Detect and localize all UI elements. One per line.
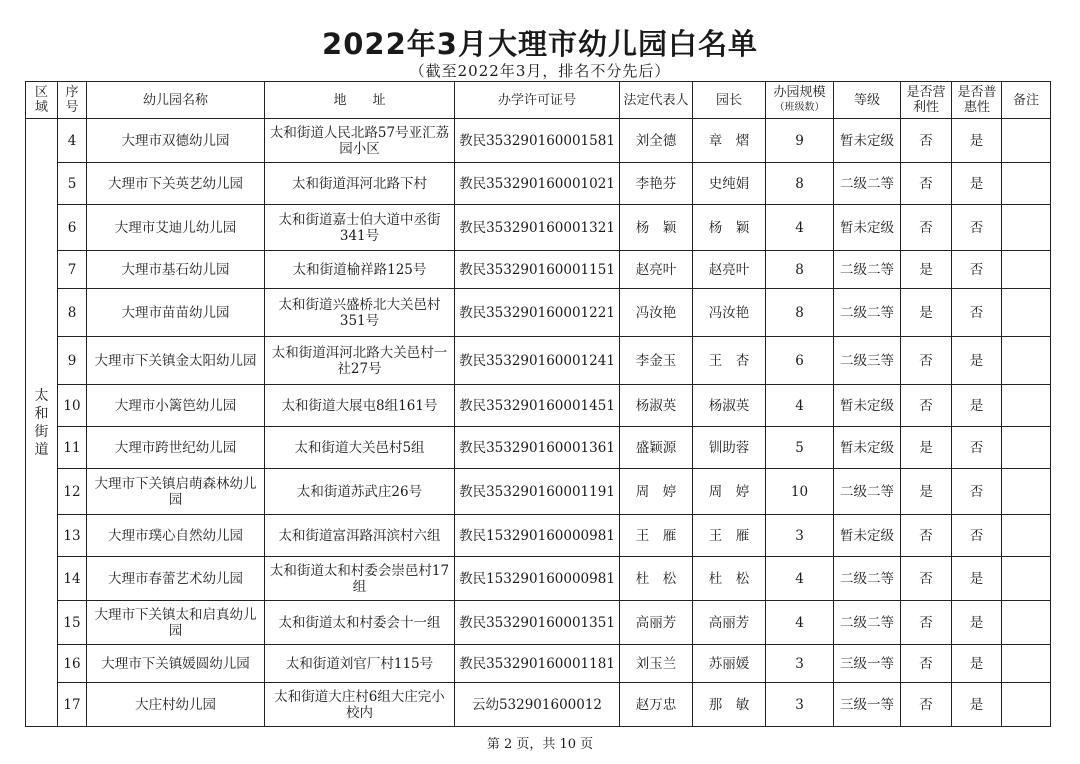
- row-inclusive: 是: [952, 645, 1002, 683]
- header-seq: [58, 82, 87, 119]
- row-name: 大理市艾迪儿幼儿园: [87, 205, 265, 251]
- row-name: 大理市春蕾艺术幼儿园: [87, 557, 265, 601]
- row-grade: 暂未定级: [834, 119, 901, 163]
- header-grade: 等级: [834, 82, 901, 119]
- row-grade: 二级二等: [834, 251, 901, 289]
- row-profit: 是: [901, 289, 952, 337]
- document-subtitle: （截至2022年3月，排名不分先后）: [409, 62, 671, 80]
- row-profit: 否: [901, 645, 952, 683]
- row-principal: 王 杏: [693, 337, 766, 385]
- row-profit: 否: [901, 337, 952, 385]
- row-seq: 8: [58, 289, 87, 337]
- row-profit: 否: [901, 601, 952, 645]
- header-legal-rep: 法定代表人: [620, 82, 693, 119]
- header-inclusive-text: 是否普惠性: [957, 85, 997, 115]
- row-remarks: [1002, 515, 1051, 557]
- row-address: 太和街道嘉士伯大道中丞街341号: [265, 205, 455, 251]
- table-row: [26, 683, 1051, 727]
- row-remarks: [1002, 601, 1051, 645]
- region-cell: [26, 119, 58, 727]
- row-license: 教民153290160000981: [455, 557, 620, 601]
- header-profit-text: 是否营利性: [906, 85, 946, 115]
- row-legal-rep: 周 婷: [620, 469, 693, 515]
- row-legal-rep: 赵万忠: [620, 683, 693, 727]
- row-remarks: [1002, 163, 1051, 205]
- row-grade: 暂未定级: [834, 515, 901, 557]
- row-seq: 7: [58, 251, 87, 289]
- row-address: 太和街道兴盛桥北大关邑村351号: [265, 289, 455, 337]
- row-scale: 6: [766, 337, 834, 385]
- row-inclusive: 是: [952, 683, 1002, 727]
- row-license: 教民353290160001451: [455, 385, 620, 427]
- table-row: [26, 119, 1051, 163]
- row-legal-rep: 冯汝艳: [620, 289, 693, 337]
- row-grade: 暂未定级: [834, 427, 901, 469]
- table-row: [26, 289, 1051, 337]
- document-title: 2022年3月大理市幼儿园白名单: [322, 27, 758, 61]
- row-scale: 3: [766, 515, 834, 557]
- row-principal: 杜 松: [693, 557, 766, 601]
- row-grade: 二级二等: [834, 557, 901, 601]
- row-seq: 6: [58, 205, 87, 251]
- row-address: 太和街道洱河北路大关邑村一社27号: [265, 337, 455, 385]
- row-name: 大理市苗苗幼儿园: [87, 289, 265, 337]
- row-inclusive: 是: [952, 557, 1002, 601]
- table-row: [26, 427, 1051, 469]
- row-license: 教民353290160001151: [455, 251, 620, 289]
- row-scale: 3: [766, 645, 834, 683]
- row-seq: 10: [58, 385, 87, 427]
- row-seq: 11: [58, 427, 87, 469]
- table-row: [26, 251, 1051, 289]
- row-inclusive: 否: [952, 427, 1002, 469]
- header-scale-sub: （班级数）: [774, 102, 825, 113]
- header-seq-text: 序号: [65, 85, 79, 115]
- row-principal: 冯汝艳: [693, 289, 766, 337]
- row-grade: 二级三等: [834, 337, 901, 385]
- row-name: 大理市双德幼儿园: [87, 119, 265, 163]
- row-principal: 那 敏: [693, 683, 766, 727]
- row-profit: 是: [901, 251, 952, 289]
- table-row: [26, 515, 1051, 557]
- row-seq: 15: [58, 601, 87, 645]
- row-license: 教民353290160001321: [455, 205, 620, 251]
- header-principal: 园长: [693, 82, 766, 119]
- row-legal-rep: 杨淑英: [620, 385, 693, 427]
- header-scale-main: 办园规模: [773, 85, 826, 100]
- row-remarks: [1002, 469, 1051, 515]
- row-license: 教民353290160001581: [455, 119, 620, 163]
- row-address: 太和街道大庄村6组大庄完小校内: [265, 683, 455, 727]
- row-grade: 暂未定级: [834, 385, 901, 427]
- header-scale: [766, 82, 834, 119]
- row-name: 大理市基石幼儿园: [87, 251, 265, 289]
- row-grade: 暂未定级: [834, 205, 901, 251]
- row-profit: 否: [901, 557, 952, 601]
- row-inclusive: 否: [952, 515, 1002, 557]
- row-grade: 二级二等: [834, 163, 901, 205]
- region-label: 太和街道: [34, 387, 49, 458]
- row-legal-rep: 李艳芬: [620, 163, 693, 205]
- row-profit: 否: [901, 205, 952, 251]
- row-inclusive: 是: [952, 337, 1002, 385]
- row-principal: 苏丽媛: [693, 645, 766, 683]
- table-row: [26, 645, 1051, 683]
- header-inclusive: [952, 82, 1002, 119]
- row-name: 大理市下关镇金太阳幼儿园: [87, 337, 265, 385]
- header-license: 办学许可证号: [455, 82, 620, 119]
- row-address: 太和街道大关邑村5组: [265, 427, 455, 469]
- row-legal-rep: 高丽芳: [620, 601, 693, 645]
- row-scale: 4: [766, 205, 834, 251]
- table-row: [26, 385, 1051, 427]
- row-remarks: [1002, 645, 1051, 683]
- row-address: 太和街道洱河北路下村: [265, 163, 455, 205]
- row-legal-rep: 杜 松: [620, 557, 693, 601]
- row-remarks: [1002, 683, 1051, 727]
- row-seq: 9: [58, 337, 87, 385]
- row-profit: 否: [901, 119, 952, 163]
- row-address: 太和街道人民北路57号亚汇荔园小区: [265, 119, 455, 163]
- row-license: 教民353290160001181: [455, 645, 620, 683]
- row-address: 太和街道榆祥路125号: [265, 251, 455, 289]
- row-name: 大理市跨世纪幼儿园: [87, 427, 265, 469]
- row-license: 教民353290160001361: [455, 427, 620, 469]
- header-name: 幼儿园名称: [87, 82, 265, 119]
- row-inclusive: 是: [952, 163, 1002, 205]
- page-footer: 第 2 页，共 10 页: [486, 737, 594, 752]
- table-row: [26, 601, 1051, 645]
- header-region: 区域: [26, 82, 58, 119]
- row-seq: 17: [58, 683, 87, 727]
- row-address: 太和街道富洱路洱滨村六组: [265, 515, 455, 557]
- row-name: 大理市下关镇启萌森林幼儿园: [87, 469, 265, 515]
- row-legal-rep: 刘全德: [620, 119, 693, 163]
- row-name: 大理市璞心自然幼儿园: [87, 515, 265, 557]
- row-address: 太和街道苏武庄26号: [265, 469, 455, 515]
- row-grade: 二级二等: [834, 469, 901, 515]
- row-principal: 章 熠: [693, 119, 766, 163]
- table-row: [26, 337, 1051, 385]
- row-license: 教民353290160001221: [455, 289, 620, 337]
- row-address: 太和街道太和村委会崇邑村17组: [265, 557, 455, 601]
- row-grade: 二级二等: [834, 601, 901, 645]
- table-row: [26, 469, 1051, 515]
- row-license: 教民353290160001351: [455, 601, 620, 645]
- row-principal: 杨淑英: [693, 385, 766, 427]
- row-remarks: [1002, 251, 1051, 289]
- row-remarks: [1002, 289, 1051, 337]
- row-principal: 王 雁: [693, 515, 766, 557]
- row-scale: 3: [766, 683, 834, 727]
- row-principal: 高丽芳: [693, 601, 766, 645]
- row-inclusive: 否: [952, 205, 1002, 251]
- row-grade: 三级一等: [834, 683, 901, 727]
- row-inclusive: 是: [952, 601, 1002, 645]
- row-seq: 5: [58, 163, 87, 205]
- row-license: 教民153290160000981: [455, 515, 620, 557]
- row-scale: 8: [766, 289, 834, 337]
- row-inclusive: 是: [952, 385, 1002, 427]
- header-address: 地 址: [265, 82, 455, 119]
- row-name: 大理市下关镇媛圆幼儿园: [87, 645, 265, 683]
- row-address: 太和街道太和村委会十一组: [265, 601, 455, 645]
- row-scale: 4: [766, 385, 834, 427]
- row-principal: 钏助蓉: [693, 427, 766, 469]
- header-row: [26, 82, 1051, 119]
- row-principal: 赵亮叶: [693, 251, 766, 289]
- row-seq: 14: [58, 557, 87, 601]
- row-name: 大理市小篱笆幼儿园: [87, 385, 265, 427]
- row-scale: 10: [766, 469, 834, 515]
- row-remarks: [1002, 119, 1051, 163]
- row-legal-rep: 盛颖源: [620, 427, 693, 469]
- row-inclusive: 否: [952, 469, 1002, 515]
- header-remarks: 备注: [1002, 82, 1051, 119]
- row-principal: 史纯娟: [693, 163, 766, 205]
- row-legal-rep: 刘玉兰: [620, 645, 693, 683]
- row-legal-rep: 赵亮叶: [620, 251, 693, 289]
- row-legal-rep: 王 雁: [620, 515, 693, 557]
- row-inclusive: 否: [952, 289, 1002, 337]
- row-scale: 8: [766, 251, 834, 289]
- row-seq: 16: [58, 645, 87, 683]
- row-legal-rep: 杨 颖: [620, 205, 693, 251]
- row-profit: 否: [901, 515, 952, 557]
- row-name: 大理市下关镇太和启真幼儿园: [87, 601, 265, 645]
- row-remarks: [1002, 385, 1051, 427]
- row-profit: 否: [901, 385, 952, 427]
- row-scale: 4: [766, 557, 834, 601]
- kindergarten-table: [25, 81, 1051, 727]
- row-scale: 9: [766, 119, 834, 163]
- row-remarks: [1002, 337, 1051, 385]
- row-remarks: [1002, 557, 1051, 601]
- row-scale: 8: [766, 163, 834, 205]
- table-row: [26, 163, 1051, 205]
- row-legal-rep: 李金玉: [620, 337, 693, 385]
- row-seq: 13: [58, 515, 87, 557]
- row-seq: 4: [58, 119, 87, 163]
- table-row: [26, 557, 1051, 601]
- row-license: 教民353290160001191: [455, 469, 620, 515]
- row-license: 教民353290160001241: [455, 337, 620, 385]
- row-inclusive: 是: [952, 119, 1002, 163]
- row-scale: 4: [766, 601, 834, 645]
- row-inclusive: 否: [952, 251, 1002, 289]
- row-seq: 12: [58, 469, 87, 515]
- row-remarks: [1002, 427, 1051, 469]
- header-profit: [901, 82, 952, 119]
- row-scale: 5: [766, 427, 834, 469]
- row-name: 大理市下关英艺幼儿园: [87, 163, 265, 205]
- row-profit: 否: [901, 163, 952, 205]
- row-name: 大庄村幼儿园: [87, 683, 265, 727]
- row-grade: 二级二等: [834, 289, 901, 337]
- row-principal: 杨 颖: [693, 205, 766, 251]
- row-grade: 三级一等: [834, 645, 901, 683]
- row-profit: 否: [901, 683, 952, 727]
- row-principal: 周 婷: [693, 469, 766, 515]
- row-profit: 是: [901, 469, 952, 515]
- row-remarks: [1002, 205, 1051, 251]
- row-license: 云幼532901600012: [455, 683, 620, 727]
- row-address: 太和街道大展屯8组161号: [265, 385, 455, 427]
- row-profit: 是: [901, 427, 952, 469]
- row-license: 教民353290160001021: [455, 163, 620, 205]
- table-row: [26, 205, 1051, 251]
- row-address: 太和街道刘官厂村115号: [265, 645, 455, 683]
